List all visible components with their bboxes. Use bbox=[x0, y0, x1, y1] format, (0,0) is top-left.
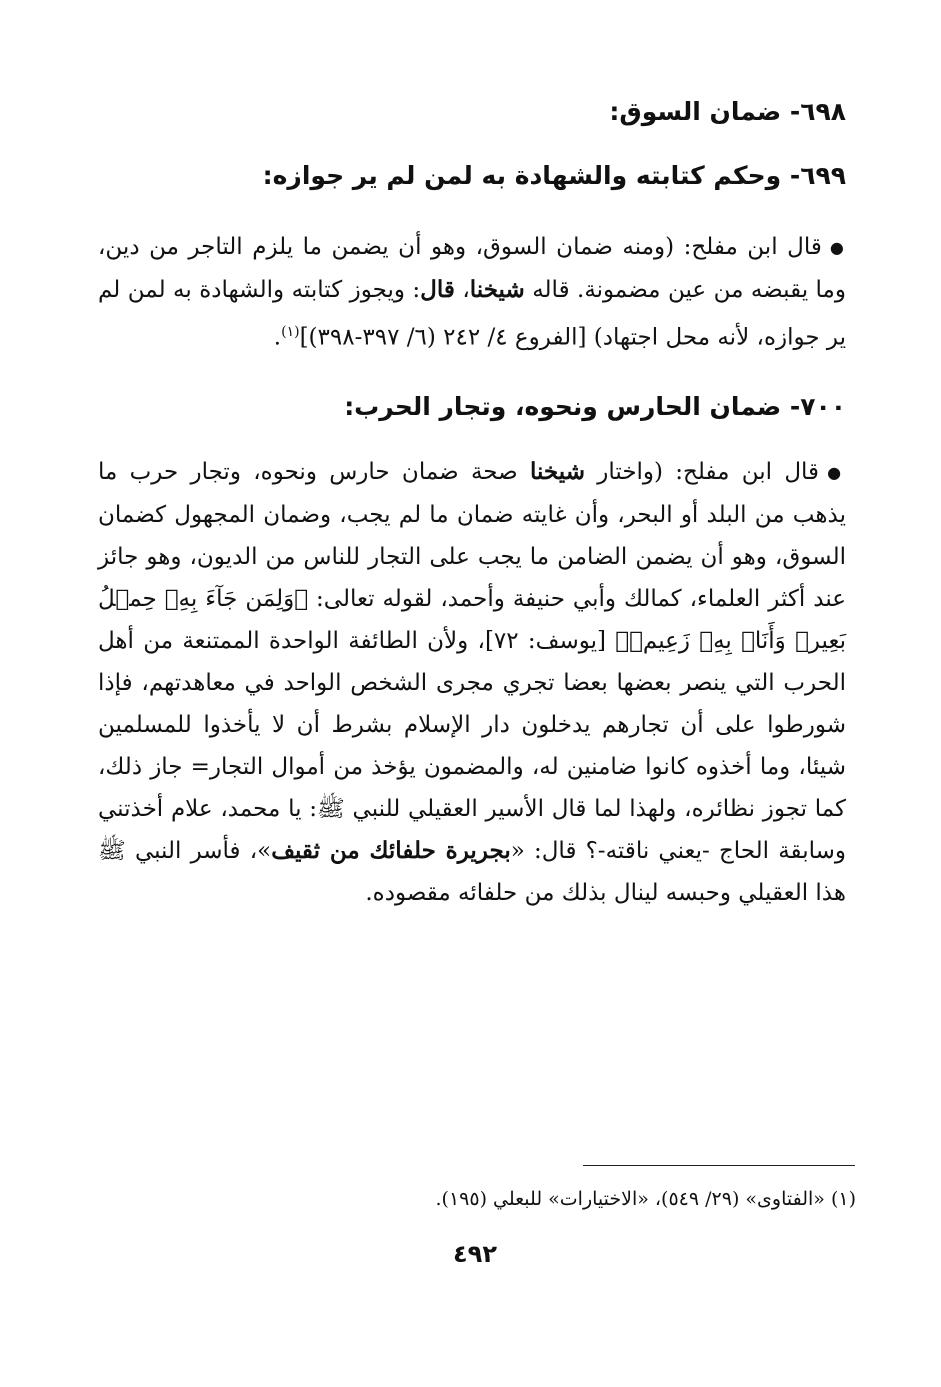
p1-end: . bbox=[273, 324, 282, 351]
bullet-icon: ● bbox=[827, 462, 847, 482]
p2-bold-a: شيخنا bbox=[529, 457, 585, 485]
p2-text-c: [يوسف: ٧٢]، ولأن الطائفة الواحدة الممتنعة من أهل الحرب التي ينصر بعضها بعضا تجري مجرى الشخص الواحد في معاهدتهم، فإذا شورطوا على أن تجارهم يدخلون دار الإسلام بشرط أن لا يأخذوا للمسلمين شيئا، وما أخذوه كانوا ضامنين له، والمضمون يؤخذ من أموال التجار= جاز ذلك، كما تجوز نظائره، ولهذا لما قال الأسير العقيلي للنبي ﷺ: يا محمد، علام أخذتني وسابقة الحاج -يعني ناقته-؟ قال: « bbox=[98, 627, 846, 864]
paragraph-ibn-muflih-1 bbox=[98, 226, 846, 359]
section-699-heading: ٦٩٩- وحكم كتابته والشهادة به لمن لم ير جوازه: bbox=[262, 161, 846, 190]
p1-bold-a: شيخنا bbox=[469, 276, 525, 303]
p2-text-d: »، فأسر النبي ﷺ هذا العقيلي وحبسه لينال بذلك من حلفائه مقصوده. bbox=[98, 837, 846, 906]
section-700-heading: ٧٠٠- ضمان الحارس ونحوه، وتجار الحرب: bbox=[344, 391, 846, 421]
footnote-reference: (١) bbox=[281, 324, 300, 340]
p2-bold-b: بجريرة حلفائك من ثقيف bbox=[271, 836, 511, 864]
bullet-icon: ● bbox=[829, 238, 846, 257]
footnote: (١) «الفتاوى» (٢٩/ ٥٤٩)، «الاختيارات» للبعلي (١٩٥). bbox=[435, 1188, 856, 1210]
quran-verse: ﴿وَلِمَن جَآءَ بِهِۦ حِمۡلُ بَعِيرٖ وَأَنَا۠ بِهِۦ زَعِيمٞ﴾ bbox=[98, 585, 846, 654]
page-body bbox=[98, 92, 846, 942]
p2-text-a: قال ابن مفلح: (واختار bbox=[584, 458, 820, 485]
section-698-heading: ٦٩٨- ضمان السوق: bbox=[609, 97, 846, 126]
footnote-divider bbox=[583, 1165, 855, 1166]
paragraph-ibn-muflih-2 bbox=[98, 451, 846, 914]
page-number: ٤٩٢ bbox=[453, 1240, 497, 1268]
p1-text-b: ، bbox=[454, 277, 470, 303]
p1-text-a: قال ابن مفلح: (ومنه ضمان السوق، وهو أن يضمن ما يلزم التاجر من دين، وما يقبضه من عين مضمونة. قاله bbox=[98, 234, 846, 303]
p1-text-c: : ويجوز كتابته والشهادة به لمن لم ير جوازه، لأنه محل اجتهاد) [الفروع ٤/ ٢٤٢ (٦/ ٣٩٧-٣٩٨)] bbox=[98, 277, 846, 351]
p1-bold-b: قال bbox=[420, 276, 455, 303]
p2-text-b: صحة ضمان حارس ونحوه، وتجار حرب ما يذهب من البلد أو البحر، وأن غايته ضمان ما لم يجب، وضمان المجهول كضمان السوق، وهو أن يضمن الضامن ما يجب على التجار للناس من الديون، وهو جائز عند أكثر العلماء، كمالك وأبي حنيفة وأحمد، لقوله تعالى: bbox=[98, 458, 846, 612]
